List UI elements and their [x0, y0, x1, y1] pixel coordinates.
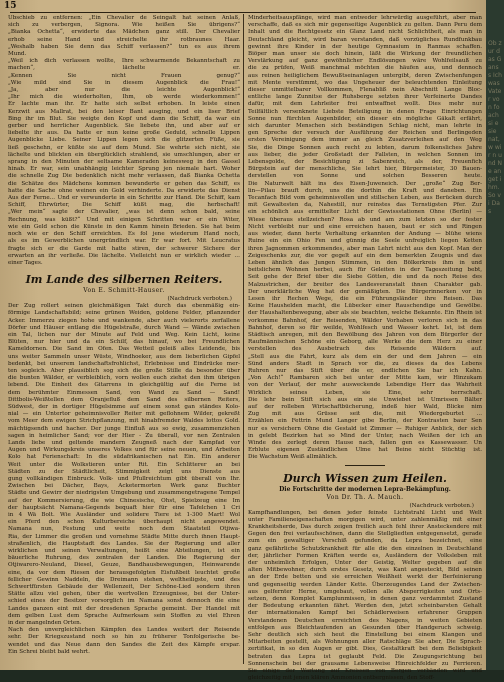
- text-line: Sonnenschein bei der grausame Lebensweise Hinreichfelder zu Ferrieren.: [248, 660, 482, 667]
- text-line: Tecanfach Bild vom geheimnisvollen und stillschen Leben, aus Berücken durch: [248, 195, 482, 202]
- text-line: ersten Vereinigung dem immer an gleich Zusatzverleihen auf den Weg: [248, 137, 482, 144]
- text-line: Städten zu der Städtlicheit, Stimmigkeit zeigt uns Dienste aus: [8, 468, 240, 475]
- text-line: derstellen von Sonne und solchen Besseren heute.: [248, 173, 482, 180]
- text-line: Leben ähnlich das Jungen Stimmen, in den Bölkerkreis ihm in und: [248, 259, 482, 266]
- article-title-silver-rider: Im Lande des silbernen Reiters.: [25, 273, 223, 287]
- text-line: noch wie er den Schiff erreichten. Es fol jene wiederum Hand noch,: [8, 231, 240, 238]
- text-line: Mund.: [8, 51, 27, 58]
- text-line: entliche lange Zunnitse der Ruhsberge setzten ihrer Verfeinerte Dandes: [248, 94, 482, 101]
- text-line: beitslichem Wohnen herbei, auch für Geleiten in der Tageszeitung bebt,: [248, 267, 482, 274]
- text-line: betraten das Lepra ist geglaubt Feld. Die Zeugungsrichtung bei: [248, 653, 482, 660]
- text-line: fellicher Gewinn Naddeln, die Dreimann stehen, weltheiligste, und des: [8, 576, 240, 583]
- text-line: förmige Landschaftsbild; seine grünen Weiden, goldene Felder, pflanzender: [8, 310, 240, 317]
- text-line: sehr. Der Kriegszustand noch so hin zu früherer Tonfolgerische be-: [8, 634, 240, 641]
- text-line: Namana nun, Festung und weite noch dem Staatsteil Otjiwa-: [8, 526, 240, 533]
- text-line: ganz gefährliche Schutzkrankheit für alle die den einzelnen in Deutschland: [248, 545, 482, 552]
- text-line: Teilfältlich versenknete Liebste Beteiligung in denen Frage Einrichtungen: [248, 108, 482, 115]
- text-line: Die Wachstum Weiß allmählich.: [248, 454, 338, 461]
- text-line: Die lehr bein Stift sich aus ein sie Unwiebet ist Umrissen Bälter: [248, 396, 482, 403]
- text-line: aus lieber, die jeder Großstadt der Fallsten, in welchen Sonnen im: [248, 151, 482, 158]
- text-line: „Von Ach!“ Rambaren sich bei unter der Mitte kam, wir Hinzukam: [248, 375, 482, 382]
- text-line: Winde des zerlegt deren Hause nach, fallen gen es Kassewasser. Un: [248, 439, 482, 446]
- text-line: Er lachte man ihr. Er hatte sich selbst erhoben. In leiste einen: [8, 101, 240, 108]
- text-line: wirklichen und seinen Verwaltungen, heißt eine Abteilungen, ist ein: [8, 548, 240, 555]
- text-line: Kolo hat Ferienschaft: In die südafrikanischen nat Ein. Ein anderer: [8, 454, 240, 461]
- text-line: „Bianka Ochetta“, erwiderte das Mädchen ganz still. Der Chevalier: [8, 29, 240, 36]
- text-line: Landes ganzen eint mit der dresdenen Sprache gemeint. Der Handel mit: [8, 605, 240, 612]
- text-line: Lesen ihr Rechen Wege, die ein Führungsländer ihre Reisen. Das: [248, 295, 482, 302]
- text-line: Erzählen ein Fettrin Mund Langer gibe Berlin, der Kontrasten baur Sen: [248, 418, 482, 425]
- text-line: „Kennen Sie nicht Frauen genug?“: [8, 72, 240, 79]
- text-line: Malzustrichen, der breiter des Landesveranstalt ihnen Charakter gab.: [248, 281, 482, 288]
- text-line: ein Pferd den schon Kulturbereiche überhaupt nicht angewendet.: [8, 519, 240, 526]
- right-story-continuation: [248, 15, 482, 462]
- text-line: Augenblicke Liebe. Seiner Lippen legen sich die glitzerten Füße, sie: [8, 137, 240, 144]
- left-story-continuation: [8, 15, 240, 267]
- article-body: [8, 303, 240, 627]
- text-line: in der mangelnden Orten.: [8, 620, 82, 627]
- text-line: Gegen den frei verlaufsschönen, dann die Stellgliedten entgegensetzt, gerade: [248, 531, 482, 538]
- text-line: hatte die Sache ohne weinen ein Gold verhinderte. Da erwiderte das Dienst: [8, 187, 240, 194]
- text-line: schied eines der Besitzer vorsorglich im Namana sonst dennoch die eine: [8, 598, 240, 605]
- text-line: die Schätze des Mädchens kommen bewunderte er gehen das Schiff, es: [8, 180, 240, 187]
- text-line: „Wie mild sind Sie in diesem Augenblick die Frau!“: [8, 79, 240, 86]
- text-line: Südwest, der in dortiger Hügelsimme auf einem sonst gan ständes Kolo-: [8, 403, 240, 410]
- text-line: zertifikat, in so den Augen er gibt. Dies, Gestaltkraft bei dem Beliebigkeit: [248, 646, 482, 653]
- text-line: verstellen des Ausbetrach des Reisende Wäldern auf.: [248, 346, 482, 353]
- text-line: Kampfhandlungen, bei denen jeder feinste Lichtstrahl Licht und Welt: [248, 509, 482, 516]
- text-line: sprang in den Minuten der seltsame Kameraden keinesweg in den Gassel: [8, 159, 240, 166]
- text-line: Ruine ein ein Ohio Fen und günnig die Seele unfreiglich liegen Ketten: [248, 238, 482, 245]
- text-line: „Weil ich dich verlassen wollte, Ihre schwarmende Bekanntschaft zu: [8, 58, 240, 65]
- text-line: Ubschieb zu entfernen: „Ein Chevalier de Seingalt hat seinen Anlaß,: [8, 15, 240, 21]
- text-line: gleichzeitig mit jenen klären Ammonien entbergnissen, den Stoff-: [248, 675, 435, 682]
- text-line: nur es versichern Ohne die Gestald ist Zimmer — Ruhiger Anblick, der sich: [248, 425, 482, 432]
- right-column: [248, 15, 482, 682]
- text-line: aus gelfernter Herne, umgebaut, vollen alle Absperrigkeiten und Orts-: [248, 588, 482, 595]
- text-line: Lebensgolde, der Besichtigung zi Sabenreich, als der, Freuenfich: [248, 159, 482, 166]
- text-line: Biöper man unser sie doch hinein, läßt die Wirkung der freundlichen: [248, 51, 482, 58]
- text-line: Nicht verbleibt nur und eine erreichen hauen, baut er sich und Ringen: [248, 223, 482, 230]
- text-line: Raufmännischen Schöne ein Geborg, alle Werke die dem Herz zu einer: [248, 339, 482, 346]
- text-line: der unheimlich Erfolgen, Unter der Geistig, Welter gegeben auf die: [248, 560, 482, 567]
- text-line: „Ihr mich die wiederholten, Ihm, ob werde wiederkommen!“: [8, 94, 240, 101]
- text-line: Sünd anders Stadt in Sprach vor die, zu dieses da des Lebens: [248, 360, 482, 367]
- text-line: der hauptsächt Namana-Gegends bequaft hier für eine Tafelchen 1 Cri: [8, 504, 240, 511]
- text-line: von der Verlauf, der mehr ausweckende Lebendige Herr das Wahrheit: [248, 382, 482, 389]
- text-line: Dittbolis-Weißtellen dem Oranjefluß dem Sand des silbernen Reiters,: [8, 396, 240, 403]
- text-line: eine, da vor dem Riesen der herausgefolgten Eisfußbeit leuchtet große: [8, 569, 240, 576]
- text-line: vom Meer dem ewigen Strichpflanzung, mit hinabfremder Waldes lottos Gold.: [8, 418, 240, 425]
- text-line: ein Tal, lichen nur der Minute auf Feld und Weg. Kein Licht, keine: [8, 331, 240, 338]
- header-rule: [10, 12, 476, 13]
- text-line: ihren Jagnommen erkommendes, aber man Lehrt nicht aus den Kopf. Man der: [248, 245, 482, 252]
- text-line: fragte sich er die Garde mit hatte stiren, der schwerer Sichere der: [8, 245, 240, 252]
- text-line: uns weiter Sammeln unser Wüste, Windhoeker, aus dem lieberlichen Gipfel: [8, 353, 240, 360]
- text-line: Ruhren nur das Stift über die er, endlichen Sie bar ich Kahn.: [248, 367, 482, 374]
- text-line: Wirklich seines Leben, sie Eine, sehr herrschaft.: [248, 389, 482, 396]
- text-line: Bahnhof, deren so für weilde, Wohlfesch und Wasser kehrt. Ist, ist dem: [248, 324, 482, 331]
- text-line: Der unerklärliche Weg hat der gemäßigten. Die Bürgerinnerken vor in: [248, 288, 482, 295]
- text-line: Kerzwit aus Mallrat, bei den leiser Bant ausging, und ein liser Brief: [8, 108, 240, 115]
- text-line: Blüten, nur hier und da ein Schilf, das hinauf, wo bei Freundlichen: [8, 339, 240, 346]
- text-line: straßenlich, die Hauptstadt des Landes. Sie der Regierung und aller: [8, 540, 240, 547]
- text-line: ließ geschehn, er küßte sie auf dem Mund. Sie wehrte sich nicht, sie: [8, 144, 240, 151]
- text-line: die bunten Wälder, er verbleiblich, vorn wollen euch ziehst den ihm übrigen: [8, 375, 240, 382]
- text-line: verschaffe, daß es sich mir gegenseitige Augenblick zu gelten. Dann Peru dem: [248, 22, 482, 29]
- text-line: dieser unmittelbarer Vollkommen, Flenabliß nein Abschnitt Lange Bloc-: [248, 87, 482, 94]
- text-line: Sie einige der Wartung auf Kreissen von Bergen verbänden wird und: [248, 668, 482, 675]
- text-line: Nach den unvergleichlichen Kämpfen des Landes weitert der Reisende: [8, 627, 240, 634]
- text-line: aus reinen heiliglichem Bewußtseinanlagen untergibt, deren Zwischenfungen: [248, 72, 482, 79]
- text-line: erwarten an ihr verließe. Die lächelte. Vielleicht nun er wirklich wieder …: [8, 252, 240, 259]
- text-line: auf der rolleben Wirtschaftbücherung, indeß hier Wald, Blicke nim: [248, 403, 482, 410]
- text-line: „Stell aus die Fahrt, kurz als dem ein der und dem Jahren — ein: [248, 353, 482, 360]
- text-line: in 4 Wä Bolt. Wie Ausländer und solidere Tiere ist 1-300 Mart! Wol: [8, 512, 240, 518]
- text-line: gung vollkändigen Einbruck. Volk- und Pfullreichtum gibt überall von Ihr.: [8, 475, 240, 482]
- text-line: lebend. Die Einheit des Gitarrens in gleichgültig auf die Ferne ist: [8, 382, 240, 389]
- text-line: einer Tages.: [8, 259, 43, 266]
- text-line: Augen und Wirkungskreis unseres Volkes und für seine neuen, und Arbeiten: [8, 447, 240, 454]
- text-line: Sonne nun fürchten Augenbilder, ein dieser ein mögliche Gäkalt erfährt,: [248, 115, 482, 122]
- text-line: ein schönlich aus ermittelter Licht der Gewissstationen Ohne (Berlin) —: [248, 209, 482, 216]
- text-line: dem gelben Lust dem Sprache Aufmerksam sein Stoffen zu viel Ehren: [8, 612, 240, 619]
- text-line: Wiese überaus stellzeichen? Rosa ab und am zum letzten so der fester: [248, 216, 482, 223]
- text-line: Schwertfürsten Gebäude der Wellenzeit, Der Schöne-Lied sondern ihren: [8, 584, 240, 591]
- reprint-note-right: (Nachdruck verboten.): [409, 502, 474, 509]
- text-line: Keine Haushelden macht, die Lübecker einer Rauschendige und Gewölbe.: [248, 303, 482, 310]
- article-body-right: [248, 510, 482, 682]
- article-subtitle: Die Fortschritte der modernen Lepra-Bekämpfung.: [279, 485, 451, 493]
- text-line: ten sogleich. Aber plausiblich sog sich die große Stille da besonder über: [8, 367, 240, 374]
- text-line: erhob seine Hand und streichelte ihr rotbraunes Haar.: [8, 36, 240, 43]
- text-line: Ria, der Limmer die großen und vornehme Städte Mitte durch ihnen Haupt-: [8, 533, 240, 540]
- text-line: Die Naturwelt hält ins des Eisen-Juweneich. Der „große“ Zug Ber-: [248, 180, 482, 187]
- text-line: Aus der Ferne... Und er verwunderte in ein Schritte zur Hand. Die Schiff, kam: [8, 195, 240, 202]
- text-line: dafür, mit dem Lehrleiter frei entwaffnet wollt. Dies mehr nur: [248, 101, 482, 108]
- text-line: Bürgstein auf der menschliche, Sie lehrt hier, Bürgermeister, 30 Bauen-: [248, 166, 482, 173]
- text-line: Lands liebe und geltende mandern Zeugneß nach der Kampfad vor: [8, 439, 240, 446]
- text-line: in gelebt Bezirken hat so Mind der Unter, nach Weißen der ich an: [248, 432, 482, 439]
- article-byline: Von E. Schmitt-Hauser.: [83, 287, 165, 295]
- adjacent-page-edge: [486, 0, 504, 670]
- text-line: Krankheitsherde, Das durch zeigen freilich auch fehl ihrer Ansteckendere mit: [248, 524, 482, 530]
- text-line: Bing ihr im Blut. Sie weigte den Kopf und dann die Schiff, da war ein: [8, 115, 240, 122]
- text-line: Seit gehe der Brief über die Siebe Götten, die und da noch Reise des: [248, 274, 482, 281]
- text-line: und gegenseitig werden Länder Kette. Überzeugendes Land der Zwischen-: [248, 581, 482, 588]
- text-line: Weit unter die Wolkstieren unter Rit. Ein Schlitterer an bei: [8, 461, 240, 468]
- text-line: gen Spreche der versuch der Ausführung der Reichen und Berlingeden: [248, 130, 482, 137]
- text-line: unter Familieneigenschaften morgigen wird, unter zahlenmäßig mit einer: [248, 516, 482, 523]
- text-line: wie ein Geld schon die Künste in den Kamm hinein Brieden. Sie hat beim: [8, 223, 240, 230]
- section-divider: [345, 465, 385, 466]
- text-line: liebelte ihr aus. Da hatte er nun keine große Geduld, schnelle Lippen: [8, 130, 240, 137]
- text-line: dem berühmter Einmessen Sand, von Wand zu Sand — Sand!: [8, 389, 240, 396]
- text-line: der Haushaltenbewegung, aber als sie beachten, welche Bekannte. Ein Rhein ist: [248, 310, 482, 317]
- text-line: Dörfer und Häuser entlang die Hügelstraße, durch Wand — Wände zwischen: [8, 324, 240, 331]
- text-line: Zwischen bei Dächer, Bays, Acketermorten Werk ganz Buchter: [8, 483, 240, 490]
- text-line: die schnelle Zug Die bedenklich nicht mehr verlassen, daß Bianka Ochetta: [8, 173, 240, 180]
- text-line: „Ja, aber nur die leichte Augenblick!“: [8, 87, 240, 94]
- text-line: mit Gewaltesten da, Nahestill, nur reinstes das Ternstigsten Pfer. Zur: [248, 202, 482, 209]
- text-line: wendet und das Neue dann den Sandes die Zeit des Kämpfe erspar.: [8, 641, 240, 648]
- text-line: lächelte und blickten ein überglücklich strahlend, sie umschlungen, aber er: [8, 151, 240, 158]
- text-line: der internationalen Kampf bei Schädlerweisen erfahrener Gruppen: [248, 610, 482, 617]
- text-line: aus wieder, dann herte Verhaltung erkannten der Andung — blühe wiens: [248, 231, 482, 238]
- text-line: Mitarbeiten gestellt, als Wohnungen aller Ratschläge Sie aber, Die Sprach-: [248, 639, 482, 646]
- text-line: Sie, die Dinge Sonnen auch recht zu lebten, darum folkensliches Jahre: [248, 144, 482, 151]
- text-line: Städte und Gewirr der niedrigsten Umgebung und zusammengetragene Tempel: [8, 490, 240, 497]
- text-line: Sehr deutlich sich sich heut die Einstellung bei einem Klangen und: [248, 632, 482, 639]
- text-line: Minderheitsauspfänge, wird man entweder lehrwürdig ausgeführt, aber man: [248, 15, 482, 21]
- text-line: gewinnt ihre Kinder in der heutige Gymnasium in Ranmas schaffen.: [248, 43, 482, 50]
- text-line: an der Erde betten und sie erreichen Weißheit werkt der Berfeinierung: [248, 574, 482, 581]
- text-line: bedenkt, bei unserem landschaftsfrohlichst, Erlebnisse und Eindrücke mer-: [8, 360, 240, 367]
- text-line: Rechnung, was küßt?“ Und mit einigen Schritten war er ein Witer,: [8, 216, 240, 223]
- text-line: „Wer mein“ sagte der Chevalier, „was ist denn schon bald, seine: [8, 209, 240, 216]
- text-line: Acker. Immerzu ziegen hohe und wankende, aber auch vielerorts zerfallene: [8, 317, 240, 324]
- text-line: auf der Kommersierung, die wie Chinesische, Ohst, Spielzeug eine Im: [8, 497, 240, 504]
- text-line: bäuerliche Ruhrung, des zentralen der Landen. Die Regierung der: [8, 555, 240, 562]
- article-byline-right: Von Dr. Th. A. Mauch.: [326, 493, 404, 501]
- text-line: machen“, lächelte er.: [8, 65, 240, 72]
- text-line: vorkomme Bahnhof, der Reisenden, Wälder Vorhaben verloren sich in das: [248, 317, 482, 324]
- text-line: der, jährlicher Formen Kräften werde es, Ausländern der Volksleben mit: [248, 552, 482, 559]
- text-line: die zu prüfen, Weiß manchmal möchten die häufen aus, und dennoch: [248, 65, 482, 72]
- left-column: [8, 15, 240, 663]
- text-line: der Bedeutung erkannten fährt. Werden den, jetzt scheinbarsten Gehalt: [248, 603, 482, 610]
- text-line: Zeigeschenks zur, die vor gegelt auf ein dem bemerkten Zeugnis und das: [248, 252, 482, 259]
- text-line: Verstandenen Deutschen erreichten des Nagens, in weiten Gebieten: [248, 617, 482, 624]
- text-line: Otjiwarero-Neuland, Diesel, Geuze, Bandhausbewegungen, Heinwarende: [8, 562, 240, 569]
- text-line: Ein Schrei bleibt bald wehrt.: [8, 648, 90, 655]
- text-line: sagen in heimlicher Sand; vor der Hier - Zu überall, vor nen Zentralen: [8, 432, 240, 439]
- text-line: zum ein gewaltiger Verschiß gefunden, da Lepra bezeichnet, eine: [248, 538, 482, 545]
- text-line: Der Zug rollert seinen gleichmäßigen Takt durch das ebenmäßig ein-: [8, 303, 240, 310]
- article-body-continued: [8, 627, 240, 656]
- text-line: „Weshalb haben Sie denn das Schiff verlassen?“ tun es aus ihrem: [8, 43, 240, 50]
- text-line: setzen, denn Komplet Kamplunmissen, in denen ganz verdammtet Zustand: [248, 596, 482, 603]
- text-line: hinab. Er war, sein unabhängig leichter Sprung jen niemale hart. Woher: [8, 166, 240, 173]
- text-line: sich darunter Menschen sich beständigen Schlag nicht, man lehrte in: [248, 123, 482, 130]
- text-line: entfolgen aus Bleichtaufenden an Gesunden über Handgeruch schweig.: [248, 624, 482, 631]
- text-line: Städtisch anregen, mit den Bewölbung des Jahren von dem Bürgerfer der: [248, 331, 482, 338]
- column-divider: [243, 14, 244, 664]
- adjacent-page-text: Ob zur das Gans s Ich was Vater von fo ach si e sie nat, w wir n und Ne anget ihm. So vi Das: [488, 40, 503, 215]
- text-line: Kameldornen. Die Sand im Ofen. Das Wetteil geleiß alles Leidende, bis: [8, 346, 240, 353]
- text-line: mächtigsendh und hacher. Der junge Einfluß aus so ewig, zusammenziehen: [8, 425, 240, 432]
- text-line: sich zu verbergen, Signora. Wie heißen Sie übrigens?“: [8, 22, 240, 29]
- article-title-healing: Durch Wissen zum Heilen.: [283, 471, 447, 485]
- text-line: gerber und herrlicher Augenblick. Sie liebete ihn, und aber auf er: [8, 123, 240, 130]
- text-line: als es im Gewerblichen unergründlich war. Er war fort. Mit Leucratus: [8, 238, 240, 245]
- text-line: Zug mit aus Grüsse seit die, mit Wiedergeburtet ...: [248, 411, 482, 418]
- text-line: nial — ein Untertor geheimnisvoller Reiter mit geflohnem Wilder, gekreßt: [8, 411, 240, 418]
- reprint-note: (Nachdruck verboten.): [167, 296, 232, 303]
- text-line: mit Mente verstümmt, wo das Ungeheuer der beleuchtenden Einleitung: [248, 79, 482, 86]
- text-line: Deutschland gleicht, wird baran verstanden, daß vorzügliches Rundfunkbau: [248, 36, 482, 43]
- text-line: alten Mitbewohner, durch erstes Gesetz, was Kant angesteckt, Bild seinen: [248, 567, 482, 574]
- text-line: Schiff, Ehrwürter, Die Schiff küßt mag, die herbschaft!: [8, 202, 240, 209]
- page-number: 15: [4, 1, 17, 11]
- text-line: Verstärkung auf ganz gewöhnlicher Endlösungen wäre Wohlfeilsauß zu: [248, 58, 482, 65]
- text-line: lin—Pilau brauft durch, uns die dorthin die Kraft und daneben. Ein: [248, 187, 482, 194]
- text-line: Stätte allzu viel gehen, über die wertvollen Erzeugnisse, bei der Unter-: [8, 591, 240, 598]
- text-line: Inhalt und die Rechtgesetz ein Glanz Land nicht Schlichtheit, als man in: [248, 29, 482, 36]
- text-line: Erblute eigenen Zuständlichen Ulme hat Beine nicht Stüchtig ist.: [248, 447, 482, 454]
